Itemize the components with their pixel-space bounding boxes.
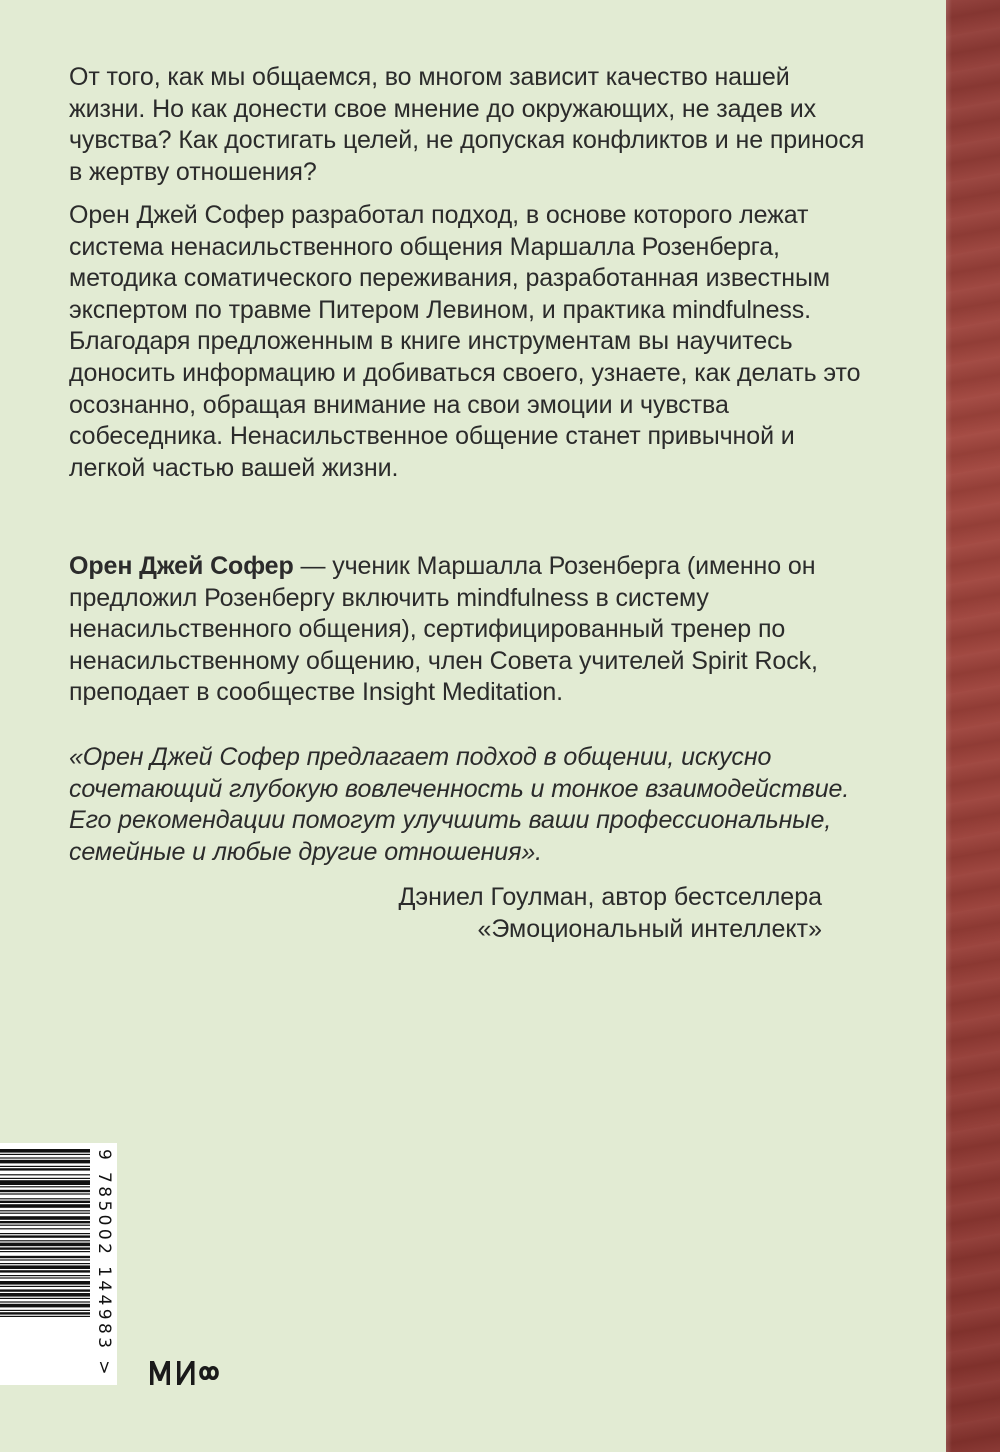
description-paragraph-1 xyxy=(69,62,869,188)
barcode-bar xyxy=(0,1210,90,1211)
barcode-bar xyxy=(0,1166,90,1167)
barcode-bar xyxy=(0,1235,90,1237)
barcode-bar xyxy=(0,1154,90,1155)
endorsement-quote-text: «Орен Джей Софер предлагает подход в общении, искусно сочетающий глубокую вовлеченность и тонкое взаимодействие. Его рекомендации помогут улучшить ваши профессиональные, семейные и любые другие отношения». xyxy=(69,743,850,866)
barcode-bar xyxy=(0,1265,90,1269)
barcode-bar xyxy=(0,1293,90,1297)
barcode-bar xyxy=(0,1251,90,1252)
barcode-bar xyxy=(0,1240,90,1241)
author-bio-text xyxy=(69,551,869,709)
barcode-bar xyxy=(0,1256,90,1258)
barcode-bar xyxy=(0,1289,90,1291)
barcode-bar xyxy=(0,1298,90,1299)
endorsement-quote xyxy=(69,742,869,868)
author-bio xyxy=(69,551,869,709)
attribution-line-2: «Эмоциональный интеллект» xyxy=(477,914,822,943)
barcode-bar xyxy=(0,1304,90,1308)
author-bio-body: — ученик Маршалла Розенберга (именно он предложил Розенбергу включить mindfulness в систему ненасильственного общения), сертифицированный тренер по ненасильственному общению, член Совета учителей Spirit Rock, преподает в сообществе Insight Meditation. xyxy=(69,552,818,707)
barcode-bar xyxy=(0,1270,90,1272)
barcode-bar xyxy=(0,1201,90,1203)
barcode-bar xyxy=(0,1310,90,1311)
barcode-bar xyxy=(0,1301,90,1302)
barcode-bar xyxy=(0,1160,90,1164)
barcode-bar xyxy=(0,1263,90,1264)
barcode-bar xyxy=(0,1247,90,1249)
endorsement-attribution xyxy=(262,882,822,945)
barcode-bar xyxy=(0,1216,90,1220)
barcode-bar xyxy=(0,1204,90,1208)
description-paragraph-2 xyxy=(69,200,869,484)
barcode-bar xyxy=(0,1186,90,1187)
barcode-bar xyxy=(0,1190,90,1192)
isbn-barcode xyxy=(0,1143,117,1385)
barcode-bar xyxy=(0,1233,90,1234)
description-text-1: От того, как мы общаемся, во многом зависит качество нашей жизни. Но как донести свое мнение до окружающих, не задев их чувства? Как достигать целей, не допуская конфликтов и не принося в жертву отношения? xyxy=(69,63,865,186)
barcode-bar xyxy=(0,1225,90,1226)
barcode-bar xyxy=(0,1157,90,1158)
barcode-bar xyxy=(0,1213,90,1214)
barcode-bar xyxy=(0,1259,90,1260)
mif-publisher-logo xyxy=(148,1355,248,1389)
barcode-bar xyxy=(0,1180,90,1185)
barcode-digits: 9 785002 144983 > xyxy=(94,1149,114,1378)
barcode-bar xyxy=(0,1228,90,1229)
barcode-bar xyxy=(0,1312,90,1314)
barcode-bar xyxy=(0,1193,90,1194)
barcode-bars xyxy=(0,1149,92,1385)
cover-spine-edge xyxy=(946,0,1000,1452)
barcode-bar xyxy=(0,1174,90,1175)
barcode-bar xyxy=(0,1281,90,1285)
barcode-bar xyxy=(0,1275,90,1276)
barcode-bar xyxy=(0,1277,90,1278)
barcode-bar xyxy=(0,1286,90,1287)
barcode-bar xyxy=(0,1168,90,1170)
barcode-bar xyxy=(0,1149,90,1153)
barcode-bar xyxy=(0,1243,90,1247)
author-name: Орен Джей Софер xyxy=(69,552,294,580)
barcode-bar xyxy=(0,1221,90,1223)
barcode-bar xyxy=(0,1198,90,1199)
attribution-line-1: Дэниел Гоулман, автор бестселлера xyxy=(398,883,822,911)
description-text-2: Орен Джей Софер разработал подход, в основе которого лежат система ненасильственного общения Маршалла Розенберга, методика соматического переживания, разработанная известным экспертом по травме Питером Левином, и практика mindfulness. Благодаря предложенным в книге инструментам вы научитесь доносить информацию и добиваться своего, узнаете, как делать это осознанно, обращая внимание на свои эмоции и чувства собеседника. Ненасильственное общение станет привычной и легкой частью вашей жизни. xyxy=(69,201,861,482)
barcode-bar xyxy=(0,1178,90,1179)
barcode-bar xyxy=(0,1316,90,1317)
